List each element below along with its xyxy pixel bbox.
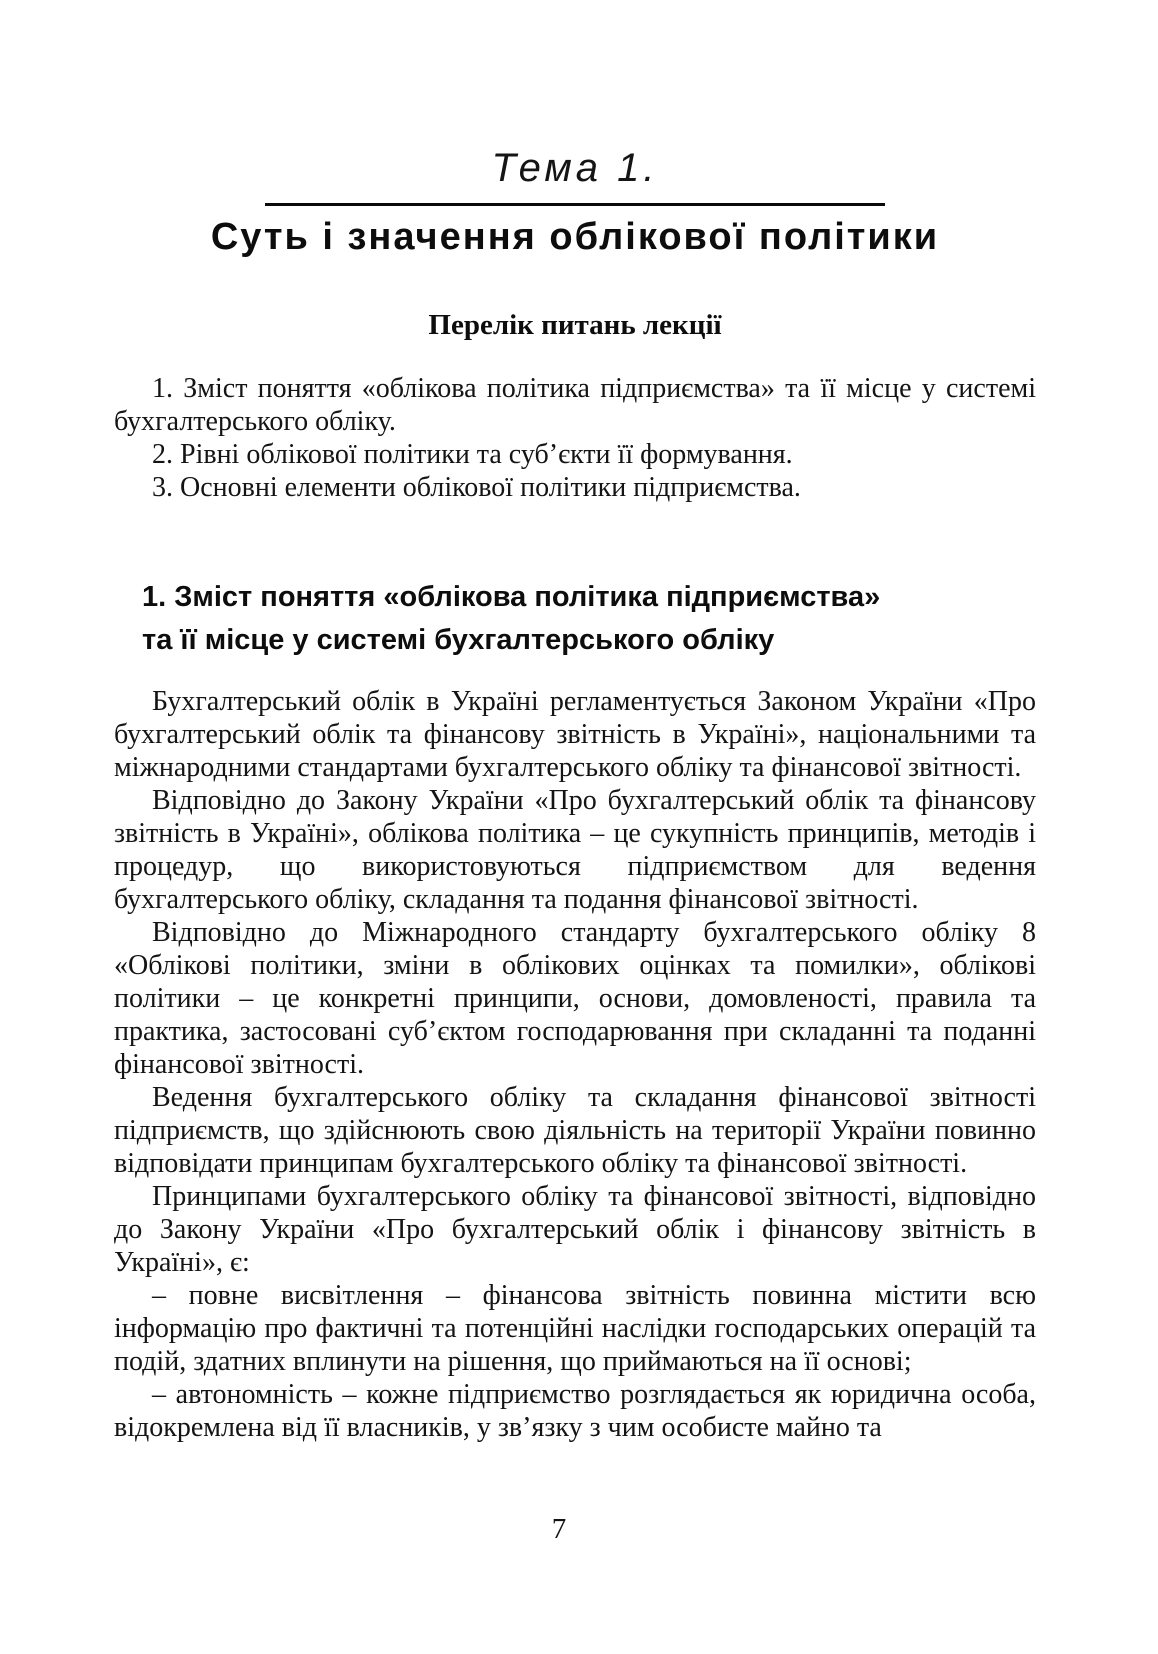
section-heading xyxy=(142,576,1036,662)
page-title: Суть і значення облікової політики xyxy=(210,216,940,258)
principle-item-full-disclosure: – повне висвітлення – фінансова звітність повинна містити всю інформацію про фактичні та потенційні наслідки господарських операцій та подій, здатних вплинути на рішення, що приймаються на її основі; xyxy=(114,1280,1036,1377)
lecture-question-1: 1. Зміст поняття «облікова політика підприємства» та її місце у системі бухгалтерського обліку. xyxy=(114,373,1036,437)
paragraph-2: Відповідно до Закону України «Про бухгалтерський облік та фінансову звітність в Україні», облікова політика – це сукупність принципів, методів і процедур, що використовуються підприємством для ведення бухгалтерського обліку, складання та подання фінансової звітності. xyxy=(114,785,1036,915)
page-number: 7 xyxy=(551,1513,567,1545)
paragraph-1: Бухгалтерський облік в Україні регламентується Законом України «Про бухгалтерський облік та фінансову звітність в Україні», національними та міжнародними стандартами бухгалтерського обліку та фінансової звітності. xyxy=(114,686,1036,783)
body-text xyxy=(114,685,1036,1444)
lecture-questions-heading: Перелік питань лекції xyxy=(428,309,722,341)
lecture-question-3: 3. Основні елементи облікової політики підприємства. xyxy=(152,472,801,503)
lecture-question-2: 2. Рівні облікової політики та суб’єкти її формування. xyxy=(152,439,793,470)
paragraph-3: Відповідно до Міжнародного стандарту бухгалтерського обліку 8 «Облікові політики, зміни в облікових оцінках та помилки», облікові політики – це конкретні принципи, основи, домовленості, правила та практика, застосовані суб’єктом господарювання при складанні та поданні фінансової звітності. xyxy=(114,917,1036,1080)
section-heading-line-2: та її місце у системі бухгалтерського обліку xyxy=(142,624,775,656)
topic-underline-rule xyxy=(265,203,885,206)
paragraph-5: Принципами бухгалтерського обліку та фінансової звітності, відповідно до Закону України «Про бухгалтерський облік і фінансову звітність в Україні», є: xyxy=(114,1181,1036,1278)
topic-label: Тема 1. xyxy=(491,146,659,190)
lecture-questions-list xyxy=(114,372,1036,504)
section-heading-line-1: 1. Зміст поняття «облікова політика підприємства» xyxy=(142,581,881,613)
principle-item-autonomy: – автономність – кожне підприємство розглядається як юридична особа, відокремлена від її власників, у зв’язку з чим особисте майно та xyxy=(114,1379,1036,1443)
paragraph-4: Ведення бухгалтерського обліку та складання фінансової звітності підприємств, що здійснюють свою діяльність на території України повинно відповідати принципам бухгалтерського обліку та фінансової звітності. xyxy=(114,1082,1036,1179)
